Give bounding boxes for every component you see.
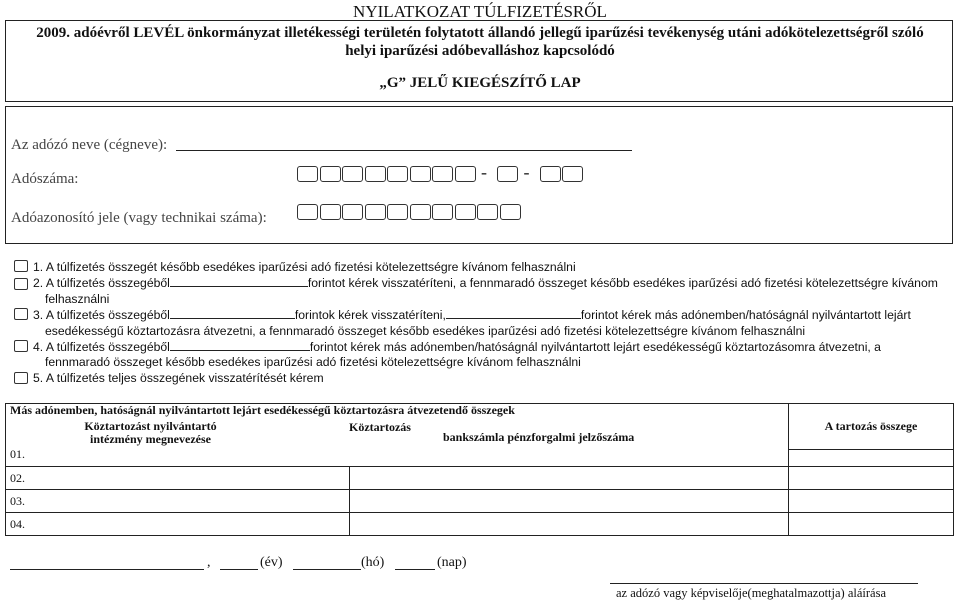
header-description: 2009. adóévről LEVÉL önkormányzat illetékességi területén folytatott állandó jellegű iparűzési tevékenység utáni adókötelezettségről szóló helyi iparűzési adóbevalláshoz kapcsolódó — [36, 25, 924, 59]
option-3-line-1 — [33, 308, 953, 324]
debt-table-heading: Más adónemben, hatóságnál nyilvántartott lejárt esedékességű köztartozásra átvezetendő összegek — [6, 404, 789, 418]
option-1-checkbox[interactable] — [14, 260, 28, 272]
year-label: (év) — [260, 555, 283, 570]
char-box[interactable] — [320, 204, 341, 220]
place-field[interactable] — [10, 569, 204, 570]
option-1-text: 1. A túlfizetés összegét később esedékes iparűzési adó fizetési kötelezettségre kívánom felhasználni — [33, 260, 576, 274]
amount-cell-01[interactable] — [789, 450, 954, 467]
option-3-checkbox[interactable] — [14, 308, 28, 320]
char-box[interactable] — [297, 204, 318, 220]
row-label: 02. — [10, 470, 25, 485]
char-box[interactable] — [432, 204, 453, 220]
option-2-amount-field[interactable] — [170, 286, 308, 287]
char-box[interactable] — [342, 204, 363, 220]
month-field[interactable] — [293, 569, 361, 570]
row-label: 03. — [10, 493, 25, 508]
document-title: NYILATKOZAT TÚLFIZETÉSRŐL — [353, 2, 607, 21]
option-3-refund-field[interactable] — [170, 318, 295, 319]
day-field[interactable] — [395, 569, 435, 570]
option-3-line-2: esedékességű köztartozásra átvezetni, a fennmaradó összeget később esedékes iparűzési adó fizetési kötelezettségre kívánom felhasználni — [45, 324, 806, 338]
col-amount-header: A tartozás összege — [789, 404, 954, 450]
option-4-amount-field[interactable] — [170, 350, 310, 351]
option-3-transfer-field[interactable] — [446, 318, 581, 319]
taxpayer-name-field[interactable] — [176, 150, 632, 151]
date-comma: , — [207, 555, 211, 570]
account-cell-03[interactable] — [349, 490, 789, 513]
amount-cell-04[interactable] — [789, 513, 954, 536]
char-box[interactable] — [455, 166, 476, 182]
amount-cell-03[interactable] — [789, 490, 954, 513]
account-cell-02[interactable] — [349, 467, 789, 490]
option-2-line-2: felhasználni — [45, 292, 110, 306]
char-box[interactable] — [500, 204, 521, 220]
char-box[interactable] — [342, 166, 363, 182]
tax-id-label: Adóazonosító jele (vagy technikai száma): — [11, 210, 267, 226]
day-label: (nap) — [437, 555, 467, 570]
option-2-checkbox[interactable] — [14, 278, 28, 290]
signature-label: az adózó vagy képviselője(meghatalmazottja) aláírása — [616, 586, 887, 600]
char-box[interactable] — [432, 166, 453, 182]
option-4-suffix: forintot kérek más adónemben/hatóságnál nyilvántartott lejárt esedékességű köztartozásomra átvezetni, a — [309, 340, 881, 354]
option-4-prefix: 4. A túlfizetés összegéből — [33, 340, 170, 354]
option-4-line-1 — [33, 340, 953, 356]
option-2-suffix: forintot kérek visszatéríteni, a fennmaradó összeget később esedékes iparűzési adó fizetési kötelezettségre kívánom — [307, 276, 938, 290]
option-4-line-2: fennmaradó összeget később esedékes iparűzési adó fizetési kötelezettségre kívánom felhasználni — [45, 355, 581, 369]
month-label: (hó) — [361, 555, 385, 570]
char-box[interactable] — [455, 204, 476, 220]
institution-cell-03[interactable] — [6, 490, 350, 513]
char-box[interactable] — [497, 166, 518, 182]
char-box[interactable] — [477, 204, 498, 220]
char-box[interactable] — [387, 204, 408, 220]
institution-cell-04[interactable] — [6, 513, 350, 536]
char-box[interactable] — [410, 166, 431, 182]
tax-number-label: Adószáma: — [11, 171, 79, 187]
option-5-checkbox[interactable] — [14, 372, 28, 384]
year-field[interactable] — [220, 569, 258, 570]
option-5-text: 5. A túlfizetés teljes összegének visszatérítését kérem — [33, 371, 324, 385]
row-label: 04. — [10, 516, 25, 531]
col-debt-header: Köztartozás — [349, 418, 439, 467]
option-3-mid-1: forintok kérek visszatéríteni, — [294, 308, 446, 322]
signature-field[interactable] — [610, 583, 918, 584]
dash-separator: - — [481, 162, 487, 182]
taxpayer-name-label: Az adózó neve (cégneve): — [11, 137, 168, 153]
option-4-checkbox[interactable] — [14, 340, 28, 352]
option-3-mid-2: forintot kérek más adónemben/hatóságnál nyilvántartott lejárt — [580, 308, 911, 322]
char-box[interactable] — [540, 166, 561, 182]
institution-cell-02[interactable] — [6, 467, 350, 490]
char-box[interactable] — [562, 166, 583, 182]
char-box[interactable] — [365, 166, 386, 182]
amount-cell-02[interactable] — [789, 467, 954, 490]
option-3-prefix: 3. A túlfizetés összegéből — [33, 308, 170, 322]
dash-separator: - — [523, 162, 530, 182]
debt-table — [5, 403, 954, 536]
row-label: 01. — [10, 447, 25, 461]
char-box[interactable] — [387, 166, 408, 182]
option-2-line-1 — [33, 276, 953, 292]
char-box[interactable] — [365, 204, 386, 220]
institution-cell-01[interactable] — [6, 418, 350, 467]
col-account-header: bankszámla pénzforgalmi jelzőszáma — [439, 418, 789, 467]
char-box[interactable] — [410, 204, 431, 220]
supplement-title: „G” JELŰ KIEGÉSZÍTŐ LAP — [379, 75, 581, 91]
account-cell-04[interactable] — [349, 513, 789, 536]
col-institution-header: Köztartozást nyilvántartó intézmény megnevezése — [84, 418, 217, 446]
option-2-prefix: 2. A túlfizetés összegéből — [33, 276, 170, 290]
char-box[interactable] — [297, 166, 318, 182]
char-box[interactable] — [320, 166, 341, 182]
